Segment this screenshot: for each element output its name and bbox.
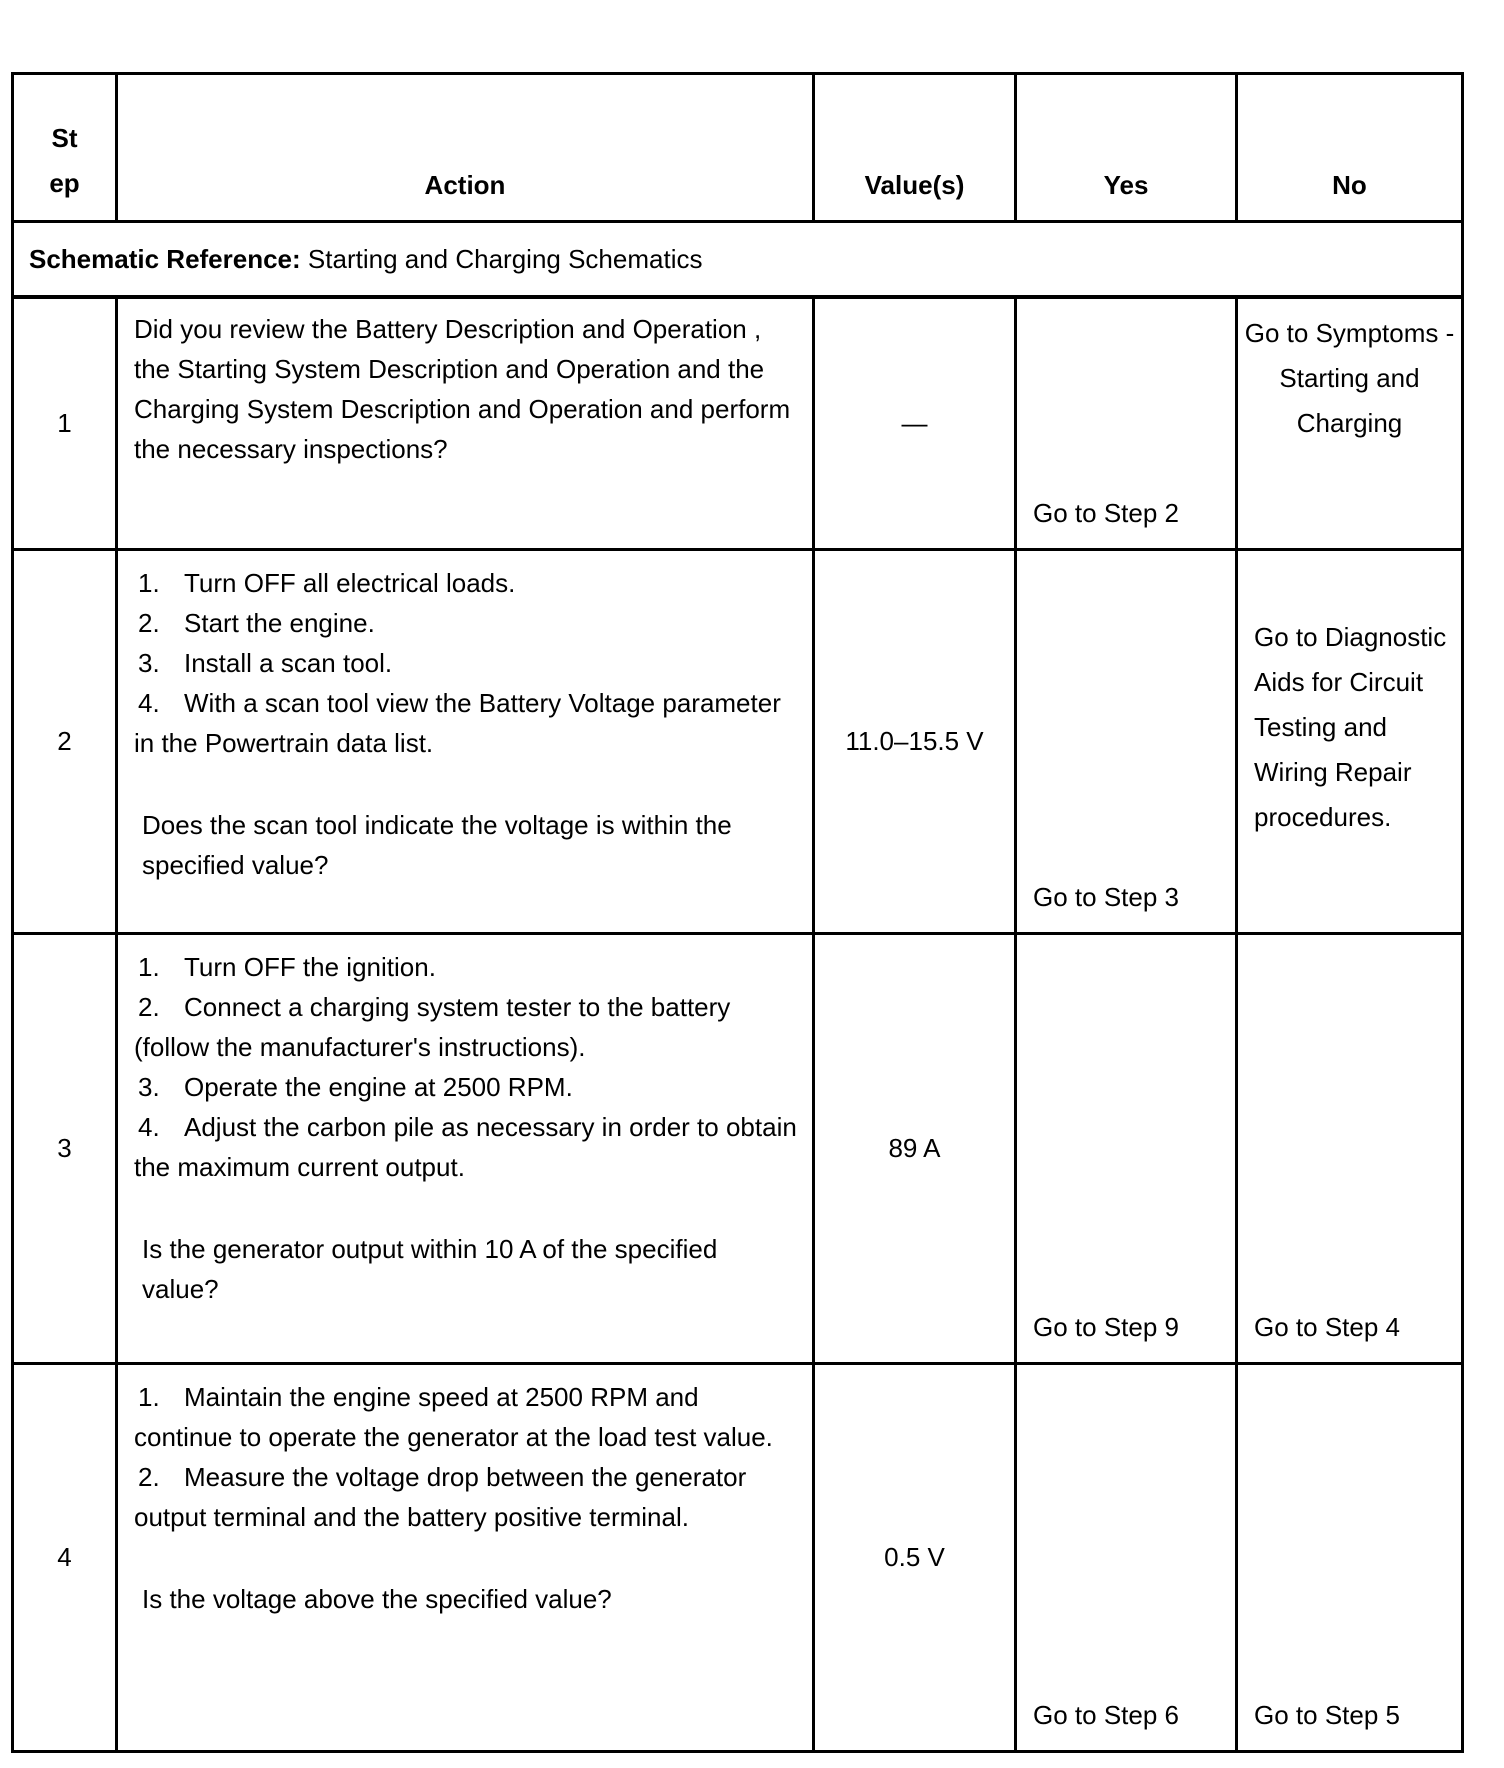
header-no: No: [1237, 74, 1463, 222]
step-number: 4: [13, 1363, 117, 1751]
table-row: [13, 549, 1463, 933]
list-item: 1. Maintain the engine speed at 2500 RPM and continue to operate the generator at the load test value.: [134, 1381, 773, 1452]
value-cell: 11.0–15.5 V: [814, 549, 1016, 933]
header-action: Action: [117, 74, 814, 222]
list-item: 4. Adjust the carbon pile as necessary in order to obtain the maximum current output.: [134, 1111, 797, 1182]
action-cell: [117, 549, 814, 933]
value-cell: —: [814, 297, 1016, 549]
list-item: 2. Measure the voltage drop between the generator output terminal and the battery positive terminal.: [134, 1461, 747, 1532]
action-cell: [117, 933, 814, 1363]
list-item: 4. With a scan tool view the Battery Voltage parameter in the Powertrain data list.: [134, 687, 781, 758]
list-item: 1. Turn OFF the ignition.: [138, 951, 436, 982]
header-values: Value(s): [814, 74, 1016, 222]
schematic-reference-row: [13, 222, 1463, 298]
no-link[interactable]: Go to Diagnostic Aids for Circuit Testing and Wiring Repair procedures.: [1237, 549, 1463, 933]
no-link[interactable]: Go to Step 4: [1237, 933, 1463, 1363]
list-item: 2. Start the engine.: [138, 607, 375, 638]
yes-link[interactable]: Go to Step 6: [1016, 1363, 1237, 1751]
step-number: 1: [13, 297, 117, 549]
schematic-reference: [13, 222, 1463, 298]
value-cell: 0.5 V: [814, 1363, 1016, 1751]
table-header-row: [13, 74, 1463, 222]
question-text: Does the scan tool indicate the voltage is within the specified value?: [142, 809, 732, 880]
yes-link[interactable]: Go to Step 3: [1016, 549, 1237, 933]
list-item: 3. Operate the engine at 2500 RPM.: [138, 1071, 573, 1102]
header-step: St ep: [13, 74, 117, 222]
no-link[interactable]: Go to Symptoms - Starting and Charging: [1237, 297, 1463, 549]
question-text: Is the generator output within 10 A of the specified value?: [142, 1233, 718, 1304]
yes-link[interactable]: Go to Step 2: [1016, 297, 1237, 549]
schematic-reference-label: Schematic Reference:: [29, 243, 301, 274]
list-item: 1. Turn OFF all electrical loads.: [138, 567, 516, 598]
table-row: [13, 933, 1463, 1363]
header-yes: Yes: [1016, 74, 1237, 222]
step-number: 3: [13, 933, 117, 1363]
diagnostic-table: [11, 72, 1464, 1753]
action-text: Did you review the Battery Description and Operation , the Starting System Description and Operation and the Charging System Description and Operation and perform the necessary inspections?: [117, 297, 814, 549]
action-cell: [117, 1363, 814, 1751]
list-item: 2. Connect a charging system tester to the battery (follow the manufacturer's instructions).: [134, 991, 731, 1062]
table-row: [13, 1363, 1463, 1751]
table-row: [13, 297, 1463, 549]
step-number: 2: [13, 549, 117, 933]
value-cell: 89 A: [814, 933, 1016, 1363]
schematic-reference-link[interactable]: Starting and Charging Schematics: [307, 243, 703, 274]
yes-link[interactable]: Go to Step 9: [1016, 933, 1237, 1363]
question-text: Is the voltage above the specified value?: [142, 1583, 612, 1614]
no-link[interactable]: Go to Step 5: [1237, 1363, 1463, 1751]
list-item: 3. Install a scan tool.: [138, 647, 393, 678]
